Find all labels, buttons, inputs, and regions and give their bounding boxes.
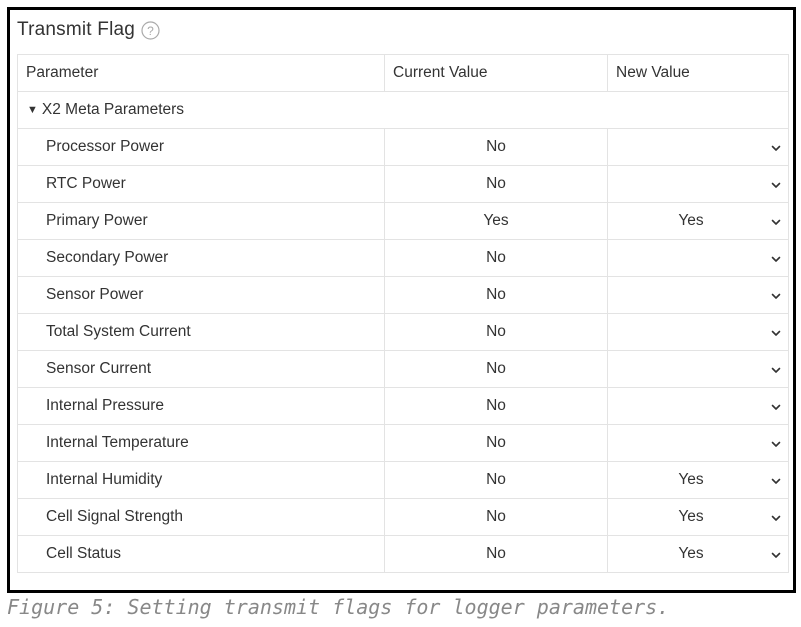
- group-cell[interactable]: [18, 92, 789, 129]
- parameter-name-cell: Cell Signal Strength: [18, 499, 385, 536]
- chevron-down-icon[interactable]: [770, 400, 782, 412]
- current-value-cell: No: [385, 499, 608, 536]
- parameter-name-cell: Secondary Power: [18, 240, 385, 277]
- table-row: [18, 499, 789, 536]
- expand-triangle-icon[interactable]: ▼: [27, 104, 38, 116]
- chevron-down-icon[interactable]: [770, 474, 782, 486]
- chevron-down-icon[interactable]: [770, 289, 782, 301]
- new-value-dropdown[interactable]: [608, 499, 788, 535]
- header-current-value[interactable]: Current Value: [385, 55, 608, 92]
- table-row: [18, 277, 789, 314]
- table-row: [18, 536, 789, 573]
- new-value-cell: [608, 499, 789, 536]
- new-value-dropdown[interactable]: [608, 462, 788, 498]
- new-value-cell: [608, 351, 789, 388]
- new-value-dropdown[interactable]: [608, 240, 788, 276]
- chevron-down-icon[interactable]: [770, 548, 782, 560]
- new-value-dropdown[interactable]: [608, 351, 788, 387]
- current-value-cell: No: [385, 388, 608, 425]
- chevron-down-icon[interactable]: [770, 363, 782, 375]
- parameter-name-cell: Internal Temperature: [18, 425, 385, 462]
- new-value-cell: [608, 277, 789, 314]
- parameter-name-cell: Processor Power: [18, 129, 385, 166]
- new-value-cell: [608, 388, 789, 425]
- dropdown-selected-value: Yes: [678, 508, 704, 525]
- chevron-down-icon[interactable]: [770, 141, 782, 153]
- table-row: [18, 240, 789, 277]
- transmit-flag-panel: [7, 7, 796, 593]
- new-value-dropdown[interactable]: [608, 536, 788, 572]
- chevron-down-icon[interactable]: [770, 252, 782, 264]
- table-row: [18, 314, 789, 351]
- dropdown-selected-value: Yes: [678, 545, 704, 562]
- current-value-cell: No: [385, 536, 608, 573]
- dropdown-selected-value: Yes: [678, 212, 704, 229]
- new-value-dropdown[interactable]: [608, 166, 788, 202]
- question-circle-icon[interactable]: [141, 21, 160, 40]
- new-value-dropdown[interactable]: [608, 388, 788, 424]
- new-value-dropdown[interactable]: [608, 277, 788, 313]
- current-value-cell: Yes: [385, 203, 608, 240]
- current-value-cell: No: [385, 314, 608, 351]
- current-value-cell: No: [385, 425, 608, 462]
- table-row: [18, 462, 789, 499]
- new-value-cell: [608, 203, 789, 240]
- new-value-dropdown[interactable]: [608, 129, 788, 165]
- parameter-table: [17, 54, 789, 573]
- table-row: [18, 166, 789, 203]
- svg-text:?: ?: [147, 23, 154, 38]
- group-row-x2-meta[interactable]: [18, 92, 789, 129]
- header-parameter[interactable]: Parameter: [18, 55, 385, 92]
- dropdown-selected-value: Yes: [678, 471, 704, 488]
- table-row: [18, 388, 789, 425]
- table-row: [18, 129, 789, 166]
- panel-title: Transmit Flag: [17, 19, 136, 40]
- figure-caption: Figure 5: Setting transmit flags for logger parameters.: [7, 595, 670, 619]
- table-row: [18, 351, 789, 388]
- new-value-cell: [608, 166, 789, 203]
- new-value-dropdown[interactable]: [608, 425, 788, 461]
- table-row: [18, 425, 789, 462]
- current-value-cell: No: [385, 351, 608, 388]
- new-value-cell: [608, 240, 789, 277]
- current-value-cell: No: [385, 462, 608, 499]
- parameter-name-cell: Primary Power: [18, 203, 385, 240]
- new-value-dropdown[interactable]: [608, 203, 788, 239]
- chevron-down-icon[interactable]: [770, 326, 782, 338]
- parameter-name-cell: Sensor Power: [18, 277, 385, 314]
- current-value-cell: No: [385, 166, 608, 203]
- current-value-cell: No: [385, 129, 608, 166]
- header-new-value[interactable]: New Value: [608, 55, 789, 92]
- chevron-down-icon[interactable]: [770, 437, 782, 449]
- current-value-cell: No: [385, 240, 608, 277]
- group-label: X2 Meta Parameters: [41, 101, 185, 118]
- new-value-cell: [608, 425, 789, 462]
- parameter-name-cell: Internal Pressure: [18, 388, 385, 425]
- parameter-name-cell: Internal Humidity: [18, 462, 385, 499]
- parameter-name-cell: Sensor Current: [18, 351, 385, 388]
- new-value-dropdown[interactable]: [608, 314, 788, 350]
- new-value-cell: [608, 129, 789, 166]
- parameter-name-cell: Total System Current: [18, 314, 385, 351]
- table-row: [18, 203, 789, 240]
- chevron-down-icon[interactable]: [770, 178, 782, 190]
- chevron-down-icon[interactable]: [770, 215, 782, 227]
- chevron-down-icon[interactable]: [770, 511, 782, 523]
- parameter-name-cell: Cell Status: [18, 536, 385, 573]
- parameter-name-cell: RTC Power: [18, 166, 385, 203]
- new-value-cell: [608, 536, 789, 573]
- panel-header: [17, 17, 160, 43]
- table-header-row: [18, 55, 789, 92]
- new-value-cell: [608, 314, 789, 351]
- new-value-cell: [608, 462, 789, 499]
- current-value-cell: No: [385, 277, 608, 314]
